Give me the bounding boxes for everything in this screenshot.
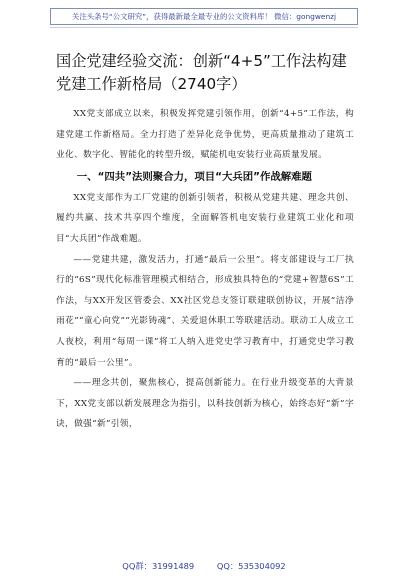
footer-qq-group: QQ群：31991489 — [122, 561, 195, 571]
header-divider — [50, 27, 358, 28]
footer-qq: QQ：535304092 — [216, 561, 286, 571]
body-paragraph: XX党支部作为工厂党建的创新引领者，积极从党建共建、理念共创、履约共赢、技术共享四个维度，全面解答机电安装行业建筑工业化和项目“大兵团”作战难题。 — [56, 192, 354, 244]
document-title: 国企党建经验交流：创新“4+5”工作法构建党建工作新格局（2740字） — [56, 52, 347, 93]
header-banner: 关注头条号“公文研究”，获得最新最全最专业的公文资料库！ 微信：gongwenzj — [50, 8, 358, 25]
body-paragraph: ——党建共建，激发活力，打通“最后一公里”。将支部建设与工厂执行的“6S”现代化标准管理模式相结合，形成独具特色的“党建+智慧6S”工作法，与XX开发区管委会、XX社区党总支签订联建联创协议，开展“洁净雨花”“童心向党”“光影铸魂”、关爱退休职工等联建活动。联动工人成立工人夜校，利用“每周一课”将工人纳入进党史学习教育中，打通党史学习教育的“最后一公里”。 — [56, 254, 354, 368]
section-heading: 一、“四共”法则聚合力，项目“大兵团”作战解难题 — [76, 170, 312, 183]
document-body — [56, 50, 354, 435]
footer-contact — [0, 560, 408, 572]
body-paragraph: ——理念共创，聚焦核心，提高创新能力。在行业升级变革的大背景下，XX党支部以新发展理念为指引，以科技创新为核心，始终态好“新”字诀，做强“新”引领， — [56, 378, 354, 430]
intro-paragraph: XX党支部成立以来，积极发挥党建引领作用，创新“4+5”工作法，构建党建工作新格局。全力打造了差异化竞争优势，更高质量推动了建筑工业化、数字化、智能化的转型升级，赋能机电安装行业高质量发展。 — [56, 109, 354, 161]
